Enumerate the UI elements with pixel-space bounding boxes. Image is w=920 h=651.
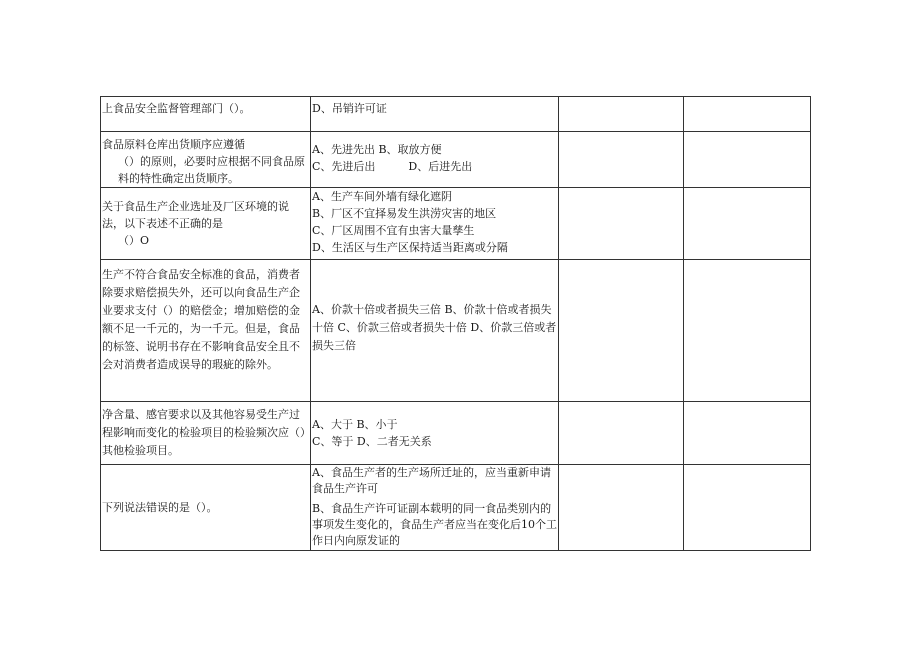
question-text: 上食品安全监督管理部门（）。	[102, 102, 251, 115]
empty-cell	[559, 97, 684, 132]
answer-cell	[311, 260, 559, 402]
answer-option: B、食品生产许可证副本载明的同一食品类别内的事项发生变化的，食品生产者应当在变化后10个工作日内向原发证的	[312, 502, 557, 547]
question-text: 下列说法错误的是（）。	[102, 501, 218, 514]
question-cell	[101, 132, 311, 188]
empty-cell	[684, 188, 811, 260]
question-cell	[101, 97, 311, 132]
table-row	[101, 188, 811, 260]
answer-cell	[311, 402, 559, 465]
question-text: （）的原则，必要时应根据不同食品原料的特性确定出货顺序。	[118, 155, 305, 185]
answer-option: A、生产车间外墙有绿化遮阴	[312, 190, 452, 203]
question-text: 关于食品生产企业选址及厂区环境的说法，以下表述不正确的是	[102, 200, 289, 230]
question-text: 食品原料仓库出货顺序应遵循	[102, 138, 245, 151]
table-row	[101, 465, 811, 551]
answer-cell	[311, 465, 559, 551]
question-text: （）O	[118, 234, 150, 247]
table-row	[101, 260, 811, 402]
answer-cell	[311, 97, 559, 132]
empty-cell	[684, 402, 811, 465]
question-table	[100, 96, 811, 551]
table-row	[101, 132, 811, 188]
answer-option: B、厂区不宜择易发生洪涝灾害的地区	[312, 207, 497, 220]
empty-cell	[684, 465, 811, 551]
answer-cell	[311, 132, 559, 188]
empty-cell	[559, 188, 684, 260]
answer-option: D、生活区与生产区保持适当距离或分隔	[312, 241, 508, 254]
answer-option: C、等于 D、二者无关系	[312, 435, 432, 448]
empty-cell	[559, 402, 684, 465]
empty-cell	[684, 132, 811, 188]
question-text: 净含量、感官要求以及其他容易受生产过程影响而变化的检验项目的检验频次应（）其他检验项目。	[102, 408, 306, 457]
answer-option: A、大于 B、小于	[312, 418, 398, 431]
question-cell	[101, 465, 311, 551]
empty-cell	[684, 260, 811, 402]
empty-cell	[684, 97, 811, 132]
empty-cell	[559, 132, 684, 188]
answer-option: C、厂区周围不宜有虫害大量孳生	[312, 224, 475, 237]
answer-option: A、食品生产者的生产场所迁址的，应当重新申请食品生产许可	[312, 466, 551, 495]
question-cell	[101, 188, 311, 260]
table-row	[101, 97, 811, 132]
empty-cell	[559, 260, 684, 402]
question-cell	[101, 260, 311, 402]
answer-cell	[311, 188, 559, 260]
answer-option: C、先进后出 D、后进先出	[312, 160, 473, 173]
answer-option: A、先进先出 B、取放方便	[312, 143, 442, 156]
empty-cell	[559, 465, 684, 551]
question-cell	[101, 402, 311, 465]
answer-option: D、吊销许可证	[312, 102, 387, 115]
question-text: 生产不符合食品安全标准的食品，消费者除要求赔偿损失外，还可以向食品生产企业要求支付（）的赔偿金；增加赔偿的金额不足一千元的，为一千元。但是，食品的标签、说明书存在不影响食品安全且不会对消费者造成误导的瑕疵的除外。	[102, 268, 300, 371]
answer-option: A、价款十倍或者损失三倍 B、价款十倍或者损失十倍 C、价款三倍或者损失十倍 D、价款三倍或者损失三倍	[312, 302, 557, 352]
table-row	[101, 402, 811, 465]
